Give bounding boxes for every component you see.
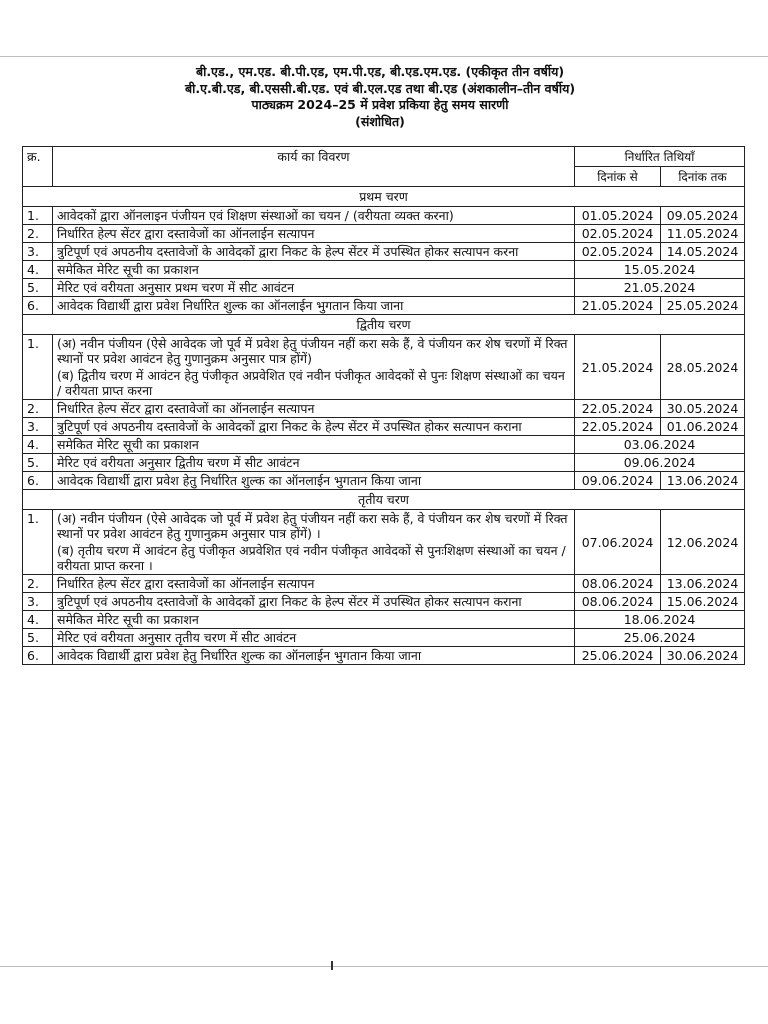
task-description xyxy=(53,297,575,315)
task-subtext: (ब) द्वितीय चरण में आवंटन हेतु पंजीकृत अप्रवेशित एवं नवीन पंजीकृत आवेदकों से पुनः शिक्षण संस्थाओं का चयन / वरीयता प्राप्त करना xyxy=(57,368,565,398)
single-date: 25.06.2024 xyxy=(575,629,745,647)
date-to: 01.06.2024 xyxy=(661,418,745,436)
task-text: आवेदक विद्यार्थी द्वारा प्रवेश हेतु निर्धारित शुल्क का ऑनलाईन भुगतान किया जाना xyxy=(57,648,422,663)
task-text: मेरिट एवं वरीयता अनुसार तृतीय चरण में सीट आवंटन xyxy=(57,630,297,645)
serial-no: 6. xyxy=(23,647,53,665)
task-description xyxy=(53,418,575,436)
date-from: 09.06.2024 xyxy=(575,472,661,490)
date-to: 13.06.2024 xyxy=(661,575,745,593)
phase-title: प्रथम चरण xyxy=(23,187,745,207)
serial-no: 1. xyxy=(23,335,53,400)
serial-no: 4. xyxy=(23,261,53,279)
task-description xyxy=(53,400,575,418)
phase-heading-row xyxy=(23,187,745,207)
date-from: 01.05.2024 xyxy=(575,207,661,225)
task-text: निर्धारित हेल्प सेंटर द्वारा दस्तावेजों का ऑनलाईन सत्यापन xyxy=(57,576,315,591)
serial-no: 2. xyxy=(23,225,53,243)
table-row xyxy=(23,593,745,611)
task-text: निर्धारित हेल्प सेंटर द्वारा दस्तावेजों का ऑनलाईन सत्यापन xyxy=(57,401,315,416)
date-from: 21.05.2024 xyxy=(575,297,661,315)
task-description xyxy=(53,261,575,279)
serial-no: 4. xyxy=(23,436,53,454)
serial-no: 6. xyxy=(23,472,53,490)
bottom-divider xyxy=(0,966,768,967)
date-to: 12.06.2024 xyxy=(661,510,745,575)
serial-no: 6. xyxy=(23,297,53,315)
table-row xyxy=(23,400,745,418)
serial-no: 3. xyxy=(23,243,53,261)
date-from: 08.06.2024 xyxy=(575,575,661,593)
date-from: 25.06.2024 xyxy=(575,647,661,665)
date-to: 14.05.2024 xyxy=(661,243,745,261)
task-description xyxy=(53,593,575,611)
task-text: मेरिट एवं वरीयता अनुसार प्रथम चरण में सीट आवंटन xyxy=(57,280,295,295)
table-row xyxy=(23,261,745,279)
table-row xyxy=(23,335,745,400)
serial-no: 2. xyxy=(23,400,53,418)
date-from: 07.06.2024 xyxy=(575,510,661,575)
date-to: 28.05.2024 xyxy=(661,335,745,400)
serial-no: 5. xyxy=(23,454,53,472)
single-date: 15.05.2024 xyxy=(575,261,745,279)
header-line-4: (संशोधित) xyxy=(355,113,405,129)
header-line-2: बी.ए.बी.एड, बी.एससी.बी.एड. एवं बी.एल.एड तथा बी.एड (अंशकालीन–तीन वर्षीय) xyxy=(184,80,576,96)
serial-no: 5. xyxy=(23,279,53,297)
table-row xyxy=(23,297,745,315)
table-row xyxy=(23,454,745,472)
date-to: 11.05.2024 xyxy=(661,225,745,243)
header-serial-no: क्र. xyxy=(23,147,53,187)
header-dates: निर्धारित तिथियाँ xyxy=(575,147,745,167)
table-row xyxy=(23,510,745,575)
task-text: निर्धारित हेल्प सेंटर द्वारा दस्तावेजों का ऑनलाईन सत्यापन xyxy=(57,226,315,241)
phase-heading-row xyxy=(23,315,745,335)
table-row xyxy=(23,472,745,490)
single-date: 09.06.2024 xyxy=(575,454,745,472)
single-date: 21.05.2024 xyxy=(575,279,745,297)
task-text: (अ) नवीन पंजीयन (ऐसे आवेदक जो पूर्व में प्रवेश हेतु पंजीयन नहीं करा सके हैं, वे पंजीयन कर शेष चरणों में रिक्त स्थानों पर प्रवेश आवंटन हेतु गुणानुक्रम अनुसार पात्र होंगें) । xyxy=(57,511,568,541)
table-row xyxy=(23,611,745,629)
table-row xyxy=(23,279,745,297)
header-date-from: दिनांक से xyxy=(575,167,661,187)
header-line-1: बी.एड., एम.एड. बी.पी.एड, एम.पी.एड, बी.एड.एम.एड. (एकीकृत तीन वर्षीय) xyxy=(195,64,565,79)
serial-no: 1. xyxy=(23,510,53,575)
table-row xyxy=(23,575,745,593)
date-from: 21.05.2024 xyxy=(575,335,661,400)
task-text: समेकित मेरिट सूची का प्रकाशन xyxy=(57,612,199,627)
header-line-3: पाठ्यक्रम 2024–25 में प्रवेश प्रकिया हेतु समय सारणी xyxy=(251,97,509,112)
date-to: 30.06.2024 xyxy=(661,647,745,665)
date-from: 22.05.2024 xyxy=(575,400,661,418)
top-divider xyxy=(0,56,768,57)
table-row xyxy=(23,436,745,454)
table-row xyxy=(23,207,745,225)
task-description xyxy=(53,575,575,593)
date-to: 13.06.2024 xyxy=(661,472,745,490)
page-mark xyxy=(331,961,333,970)
task-description xyxy=(53,510,575,575)
task-description xyxy=(53,611,575,629)
date-to: 15.06.2024 xyxy=(661,593,745,611)
task-description xyxy=(53,243,575,261)
schedule-table xyxy=(22,146,745,665)
header-description: कार्य का विवरण xyxy=(53,147,575,187)
table-row xyxy=(23,418,745,436)
task-text: मेरिट एवं वरीयता अनुसार द्वितीय चरण में सीट आवंटन xyxy=(57,455,300,470)
task-text: त्रुटिपूर्ण एवं अपठनीय दस्तावेजों के आवेदकों द्वारा निकट के हेल्प सेंटर में उपस्थित होकर सत्यापन करना xyxy=(57,244,519,259)
task-text: (अ) नवीन पंजीयन (ऐसे आवेदक जो पूर्व में प्रवेश हेतु पंजीयन नहीं करा सके हैं, वे पंजीयन कर शेष चरणों में रिक्त स्थानों पर प्रवेश आवंटन हेतु गुणानुक्रम अनुसार पात्र होंगें) xyxy=(57,336,568,366)
task-description xyxy=(53,436,575,454)
task-text: समेकित मेरिट सूची का प्रकाशन xyxy=(57,437,199,452)
table-row xyxy=(23,243,745,261)
task-description xyxy=(53,647,575,665)
task-description xyxy=(53,335,575,400)
task-text: समेकित मेरिट सूची का प्रकाशन xyxy=(57,262,199,277)
date-from: 22.05.2024 xyxy=(575,418,661,436)
task-text: त्रुटिपूर्ण एवं अपठनीय दस्तावेजों के आवेदकों द्वारा निकट के हेल्प सेंटर में उपस्थित होकर सत्यापन कराना xyxy=(57,419,522,434)
serial-no: 4. xyxy=(23,611,53,629)
header-date-to: दिनांक तक xyxy=(661,167,745,187)
serial-no: 2. xyxy=(23,575,53,593)
document-header xyxy=(60,64,700,130)
task-text: त्रुटिपूर्ण एवं अपठनीय दस्तावेजों के आवेदकों द्वारा निकट के हेल्प सेंटर में उपस्थित होकर सत्यापन कराना xyxy=(57,594,522,609)
date-to: 30.05.2024 xyxy=(661,400,745,418)
date-from: 02.05.2024 xyxy=(575,243,661,261)
task-subtext: (ब) तृतीय चरण में आवंटन हेतु पंजीकृत अप्रवेशित एवं नवीन पंजीकृत आवेदकों से पुनःशिक्षण संस्थाओं का चयन / वरीयता प्राप्त करना । xyxy=(57,543,566,573)
date-to: 09.05.2024 xyxy=(661,207,745,225)
date-from: 08.06.2024 xyxy=(575,593,661,611)
task-text: आवेदक विद्यार्थी द्वारा प्रवेश हेतु निर्धारित शुल्क का ऑनलाईन भुगतान किया जाना xyxy=(57,473,422,488)
serial-no: 3. xyxy=(23,593,53,611)
serial-no: 5. xyxy=(23,629,53,647)
single-date: 03.06.2024 xyxy=(575,436,745,454)
single-date: 18.06.2024 xyxy=(575,611,745,629)
table-row xyxy=(23,647,745,665)
task-description xyxy=(53,472,575,490)
task-text: आवेदकों द्वारा ऑनलाइन पंजीयन एवं शिक्षण संस्थाओं का चयन / (वरीयता व्यक्त करना) xyxy=(57,208,454,223)
date-from: 02.05.2024 xyxy=(575,225,661,243)
schedule-body xyxy=(23,187,745,665)
task-text: आवेदक विद्यार्थी द्वारा प्रवेश निर्धारित शुल्क का ऑनलाईन भुगतान किया जाना xyxy=(57,298,404,313)
phase-heading-row xyxy=(23,490,745,510)
phase-title: द्वितीय चरण xyxy=(23,315,745,335)
table-row xyxy=(23,225,745,243)
task-description xyxy=(53,629,575,647)
table-row xyxy=(23,629,745,647)
date-to: 25.05.2024 xyxy=(661,297,745,315)
task-description xyxy=(53,279,575,297)
serial-no: 3. xyxy=(23,418,53,436)
phase-title: तृतीय चरण xyxy=(23,490,745,510)
task-description xyxy=(53,454,575,472)
task-description xyxy=(53,207,575,225)
serial-no: 1. xyxy=(23,207,53,225)
task-description xyxy=(53,225,575,243)
